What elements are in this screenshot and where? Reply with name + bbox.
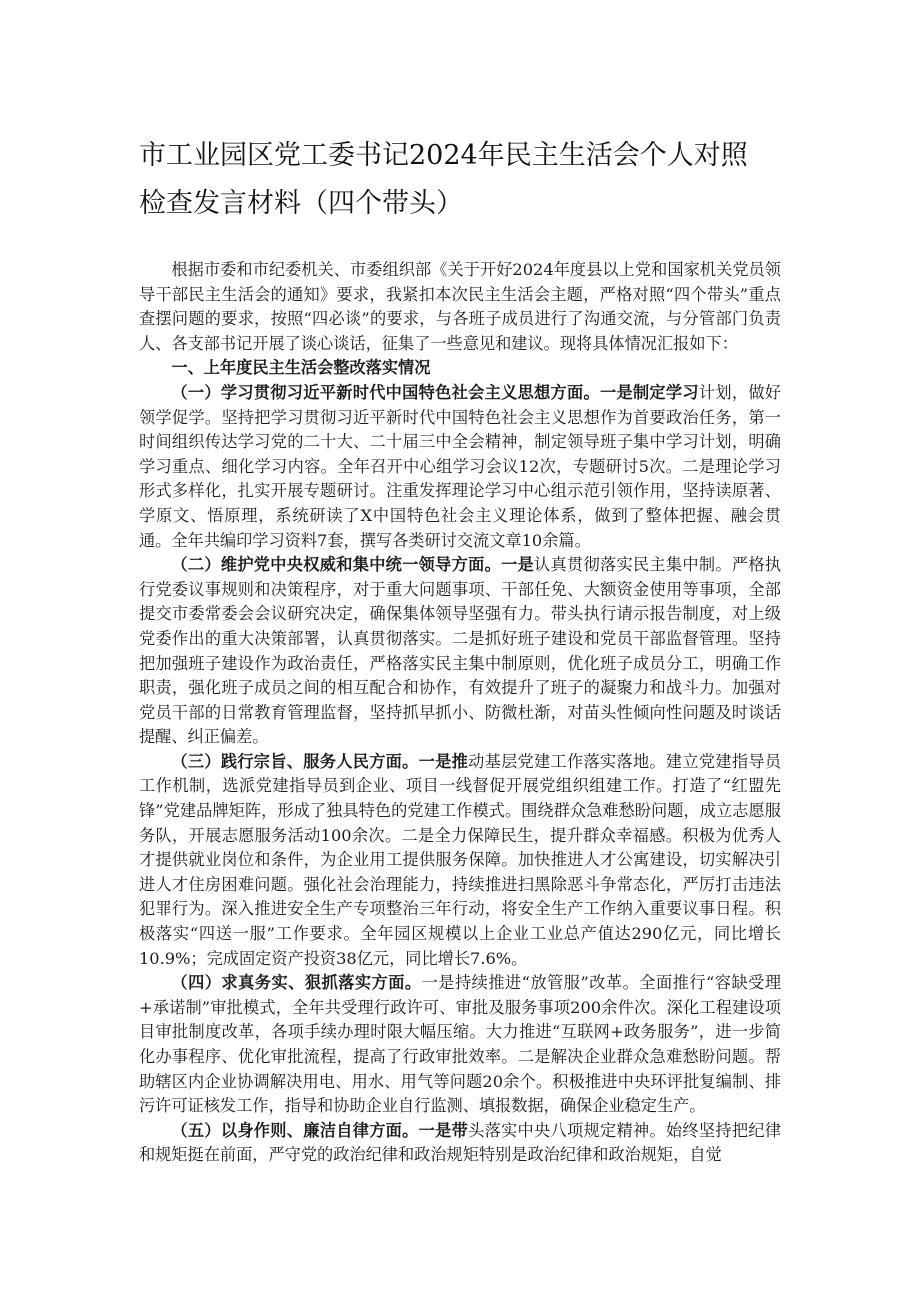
item-body: 计划，做好领学促学。坚持把学习贯彻习近平新时代中国特色社会主义思想作为首要政治任务，第一时间组织传达学习党的二十大、二十届三中全会精神，制定领导班子集中学习计划，明确学习重点、细化学习内容。全年召开中心组学习会议12次，专题研讨5次。二是理论学习形式多样化，扎实开展专题研讨。注重发挥理论学习中心组示范引领作用，坚持读原著、学原文、悟原理，系统研读了X中国特色社会主义理论体系，做到了整体把握、融会贯通。全年共编印学习资料7套，撰写各类研讨交流文章10余篇。 xyxy=(139,382,781,550)
item-lead: （一）学习贯彻习近平新时代中国特色社会主义思想方面。一是制定学习 xyxy=(171,382,699,402)
section-heading: 一、上年度民主生活会整改落实情况 xyxy=(171,358,431,378)
item-body: 认真贯彻落实民主集中制。严格执行党委议事规则和决策程序，对于重大问题事项、干部任免、大额资金使用等事项，全部提交市委常委会会议研究决定，确保集体领导坚强有力。带头执行请示报告制度，对上级党委作出的重大决策部署，认真贯彻落实。二是抓好班子建设和党员干部监督管理。坚持把加强班子建设作为政治责任，严格落实民主集中制原则，优化班子成员分工，明确工作职责，强化班子成员之间的相互配合和协作，有效提升了班子的凝聚力和战斗力。加强对党员干部的日常教育管理监督，坚持抓早抓小、防微杜渐，对苗头性倾向性问题及时谈话提醒、纠正偏差。 xyxy=(139,555,782,747)
item-paragraph-5 xyxy=(139,1119,781,1168)
item-body: 一是持续推进“放管服”改革。全面推行“容缺受理+承诺制”审批模式，全年共受理行政许可、审批及服务事项200余件次。深化工程建设项目审批制度改革，各项手续办理时限大幅压缩。大力推进“互联网+政务服务”，进一步简化办事程序、优化审批流程，提高了行政审批效率。二是解决企业群众急难愁盼问题。帮助辖区内企业协调解决用电、用水、用气等问题20余个。积极推进中央环评批复编制、排污许可证核发工作，指导和协助企业自行监测、填报数据，确保企业稳定生产。 xyxy=(139,973,782,1116)
document-title xyxy=(139,0,781,228)
item-lead: （五）以身作则、廉洁自律方面。一是带 xyxy=(171,1120,469,1140)
title-line-1: 市工业园区党工委书记2024年民主生活会个人对照 xyxy=(139,140,748,171)
item-lead: （四）求真务实、狠抓落实方面。 xyxy=(171,973,422,993)
item-paragraph-4 xyxy=(139,971,781,1119)
item-paragraph-3 xyxy=(139,750,781,971)
intro-paragraph: 根据市委和市纪委机关、市委组织部《关于开好2024年度县以上党和国家机关党员领导干部民主生活会的通知》要求，我紧扣本次民主生活会主题，严格对照“四个带头”重点查摆问题的要求，按照“四必谈”的要求，与各班子成员进行了沟通交流，与分管部门负责人、各支部书记开展了谈心谈话，征集了一些意见和建议。现将具体情况汇报如下： xyxy=(139,260,781,353)
item-lead: （二）维护党中央权威和集中统一领导方面。一是 xyxy=(171,555,535,575)
item-body: 动基层党建工作落实落地。建立党建指导员工作机制，选派党建指导员到企业、项目一线督促开展党组织组建工作。打造了“红盟先锋”党建品牌矩阵，形成了独具特色的党建工作模式。围绕群众急难愁盼问题，成立志愿服务队，开展志愿服务活动100余次。二是全力保障民生，提升群众幸福感。积极为优秀人才提供就业岗位和条件，为企业用工提供服务保障。加快推进人才公寓建设，切实解决引进人才住房困难问题。强化社会治理能力，持续推进扫黑除恶斗争常态化，严厉打击违法犯罪行为。深入推进安全生产专项整治三年行动，将安全生产工作纳入重要议事日程。积极落实“四送一服”工作要求。全年园区规模以上企业工业总产值达290亿元，同比增长10.9%；完成固定资产投资38亿元，同比增长7.6%。 xyxy=(139,751,782,968)
title-line-2: 检查发言材料（四个带头） xyxy=(139,188,463,219)
item-body: 头落实中央八项规定精神。始终坚持把纪律和规矩挺在前面，严守党的政治纪律和政治规矩特别是政治纪律和政治规矩，自觉 xyxy=(139,1120,782,1165)
document-page xyxy=(139,0,781,1168)
item-paragraph-1 xyxy=(139,381,781,553)
item-lead: （三）践行宗旨、服务人民方面。一是推 xyxy=(171,751,469,771)
document-body xyxy=(139,258,781,1168)
item-paragraph-2 xyxy=(139,553,781,750)
